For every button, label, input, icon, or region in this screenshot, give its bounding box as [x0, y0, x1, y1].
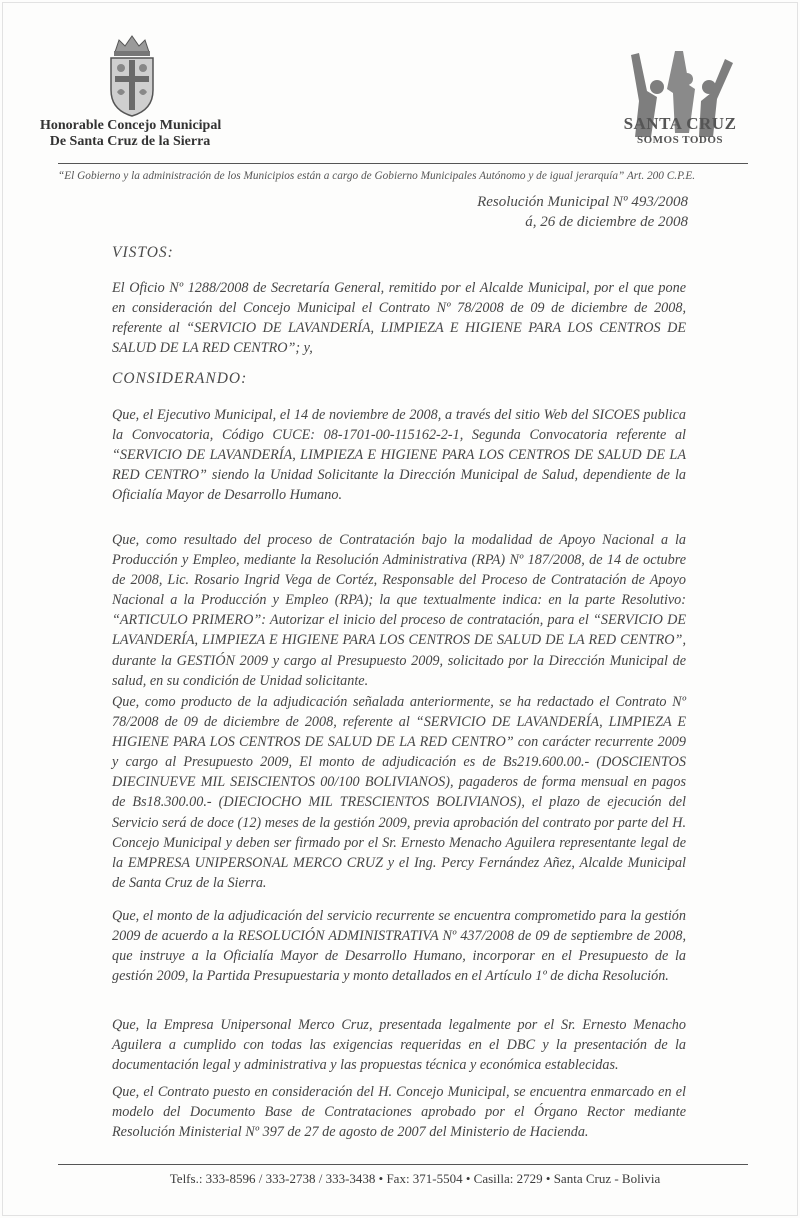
header-divider [58, 163, 748, 164]
resolution-header [477, 192, 688, 232]
considerando-paragraph-5: Que, la Empresa Unipersonal Merco Cruz, presentada legalmente por el Sr. Ernesto Menacho Aguilera a cumplido con todas las exigencias requeridas en el DBC y la presentación de la documentación legal y administrativa y las propuestas técnica y económica establecidas. [112, 1017, 686, 1074]
constitution-quote: “El Gobierno y la administración de los Municipios están a cargo de Gobierno Municipales Autónomo y de igual jerarquía” Art. 200 C.P.E. [58, 170, 696, 182]
considerando-paragraph-4: Que, el monto de la adjudicación del servicio recurrente se encuentra comprometido para la gestión 2009 de acuerdo a la RESOLUCIÓN ADMINISTRATIVA Nº 437/2008 de 09 de septiembre de 2008, que instruye a la Oficialía Mayor de Desarrollo Humano, incorporar en el Presupuesto de la gestión 2009, la Partida Presupuestaria y monto detallados en el Artículo 1º de dicha Resolución. [112, 908, 686, 985]
footer-divider [58, 1164, 748, 1165]
vistos-heading: VISTOS: [112, 244, 174, 261]
considerando-heading: CONSIDERANDO: [112, 370, 248, 387]
considerando-paragraph-6: Que, el Contrato puesto en consideración del H. Concejo Municipal, se encuentra enmarcado en el modelo del Documento Base de Contrataciones aprobado por el Órgano Rector mediante Resolución Ministerial Nº 397 de 27 de agosto de 2007 del Ministerio de Hacienda. [112, 1084, 686, 1141]
considerando-paragraph-3: Que, como producto de la adjudicación señalada anteriormente, se ha redactado el Contrato Nº 78/2008 de 09 de diciembre de 2008, referente al “SERVICIO DE LAVANDERÍA, LIMPIEZA E HIGIENE PARA LOS CENTROS DE SALUD DE LA RED CENTRO” con carácter recurrente 2009 y cargo al Presupuesto 2009, El monto de adjudicación es de Bs219.600.00.- (DOSCIENTOS DIECINUEVE MIL SEISCIENTOS 00/100 BOLIVIANOS), pagaderos de forma mensual en pagos de Bs18.300.00.- (DIECIOCHO MIL TRESCIENTOS BOLIVIANOS), el plazo de ejecución del Servicio será de doce (12) meses de la gestión 2009, previa aprobación del contrato por parte del H. Concejo Municipal y deben ser firmado por el Sr. Ernesto Menacho Aguilera representante legal de la EMPRESA UNIPERSONAL MERCO CRUZ y el Ing. Percy Fernández Añez, Alcalde Municipal de Santa Cruz de la Sierra. [112, 694, 686, 891]
brand-title: SANTA CRUZ [623, 114, 737, 133]
council-name-line1: Honorable Concejo Municipal [40, 118, 222, 133]
considerando-paragraph-1: Que, el Ejecutivo Municipal, el 14 de noviembre de 2008, a través del sitio Web del SICOES publica la Convocatoria, Código CUCE: 08-1701-00-115162-2-1, Segunda Convocatoria referente al “SERVICIO DE LAVANDERÍA, LIMPIEZA E HIGIENE PARA LOS CENTROS DE SALUD DE LA RED CENTRO” siendo la Unidad Solicitante la Dirección Municipal de Salud, dependiente de la Oficialía Mayor de Desarrollo Humano. [112, 407, 686, 504]
council-name-line2: De Santa Cruz de la Sierra [49, 134, 211, 149]
council-name [40, 118, 220, 150]
municipal-crest-icon [103, 30, 161, 118]
santa-cruz-brand [620, 114, 740, 146]
footer-contact: Telfs.: 333-8596 / 333-2738 / 333-3438 • Fax: 371-5504 • Casilla: 2729 • Santa Cruz - Bolivia [169, 1171, 661, 1186]
vistos-paragraph: El Oficio Nº 1288/2008 de Secretaría General, remitido por el Alcalde Municipal, por el que pone en consideración del Concejo Municipal el Contrato Nº 78/2008 de 09 de diciembre de 2008, referente al “SERVICIO DE LAVANDERÍA, LIMPIEZA E HIGIENE PARA LOS CENTROS DE SALUD DE LA RED CENTRO”; y, [112, 280, 686, 357]
resolution-number: Resolución Municipal Nº 493/2008 [477, 194, 688, 210]
brand-subtitle: SOMOS TODOS [636, 134, 724, 146]
resolution-date: á, 26 de diciembre de 2008 [525, 214, 688, 230]
considerando-paragraph-2: Que, como resultado del proceso de Contratación bajo la modalidad de Apoyo Nacional a la Producción y Empleo, mediante la Resolución Administrativa (RPA) Nº 187/2008, de 14 de octubre de 2008, Lic. Rosario Ingrid Vega de Cortéz, Responsable del Proceso de Contratación de Apoyo Nacional a la Producción y Empleo (RPA); la que textualmente indica: en la parte Resolutivo: “ARTICULO PRIMERO”: Autorizar el inicio del proceso de contratación, para el “SERVICIO DE LAVANDERÍA, LIMPIEZA E HIGIENE PARA LOS CENTROS DE SALUD DE LA RED CENTRO”, durante la GESTIÓN 2009 y cargo al Presupuesto 2009, solicitado por la Dirección Municipal de salud, en su condición de Unidad solicitante. [112, 532, 686, 689]
